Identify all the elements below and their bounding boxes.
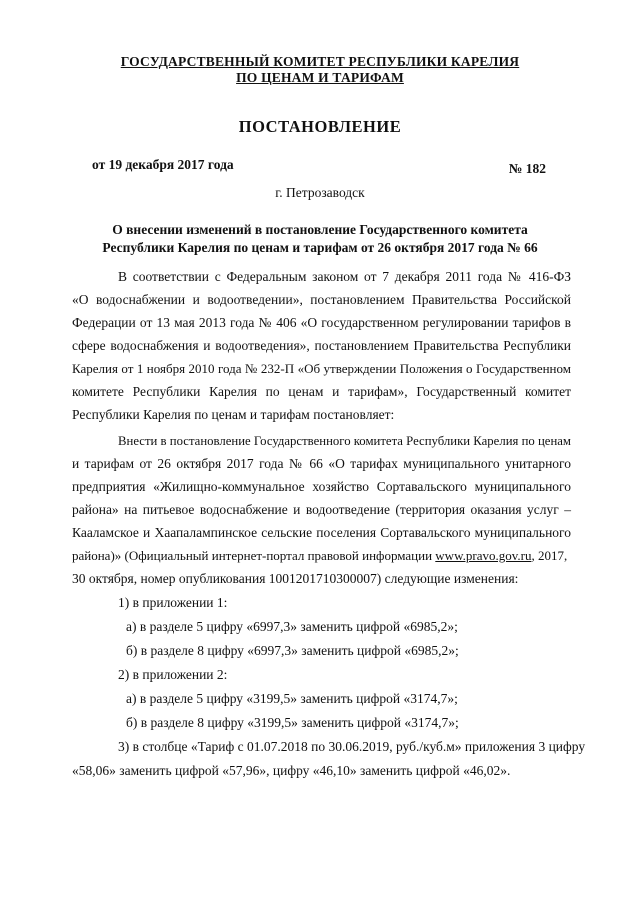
change-item-3-line2: «58,06» заменить цифрой «57,96», цифру «46,10» заменить цифрой «46,02». [72,763,511,778]
main-line: Каaламское и Хаапалампинское сельские поселения Сортавальского муниципального [72,525,571,540]
change-item-2b: б) в разделе 8 цифру «3199,5» заменить цифрой «3174,7»; [126,715,459,730]
preamble-line: Республики Карелия по ценам и тарифам постановляет: [72,407,395,422]
main-line-tail: , 2017, [531,548,568,563]
subject-line1: О внесении изменений в постановление Государственного комитета [112,222,528,237]
preamble-line: «О водоснабжении и водоотведении», постановлением Правительства Российской [72,292,571,307]
change-item-2a: а) в разделе 5 цифру «3199,5» заменить цифрой «3174,7»; [126,691,458,706]
org-name-line1: ГОСУДАРСТВЕННЫЙ КОМИТЕТ РЕСПУБЛИКИ КАРЕЛИЯ [120,54,520,69]
main-line: предприятия «Жилищно-коммунальное хозяйство Сортавальского муниципального [72,479,571,494]
main-line: Внести в постановление Государственного комитета Республики Карелия по ценам [118,434,571,448]
pravo-gov-link[interactable]: www.pravo.gov.ru [435,548,532,563]
main-line: 30 октября, номер опубликования 1001201710300007) следующие изменения: [72,571,519,586]
document-number: № 182 [508,161,546,176]
main-line-text: района)» (Официальный интернет-портал правовой информации [72,548,433,563]
preamble-line: сфере водоснабжения и водоотведения», постановлением Правительства Республики [72,338,571,353]
preamble-line: В соответствии с Федеральным законом от 7 декабря 2011 года № 416-ФЗ [118,269,571,284]
subject-line2: Республики Карелия по ценам и тарифам от 26 октября 2017 года № 66 [102,240,538,255]
change-item-3-line1: 3) в столбце «Тариф с 01.07.2018 по 30.06.2019, руб./куб.м» приложения 3 цифру [118,739,586,754]
preamble-line: комитете Республики Карелия по ценам и тарифам», Государственный комитет [72,384,571,399]
main-line: района» на питьевое водоснабжение и водоотведение (территория оказания услуг – [72,502,571,517]
document-type-title: ПОСТАНОВЛЕНИЕ [238,117,402,136]
org-name-line2: ПО ЦЕНАМ И ТАРИФАМ [236,70,404,85]
main-line: и тарифам от 26 октября 2017 года № 66 «О тарифах муниципального унитарного [72,456,571,471]
main-line-with-link [72,547,571,565]
document-city: г. Петрозаводск [275,185,365,200]
change-item-2: 2) в приложении 2: [118,667,228,682]
change-item-1b: б) в разделе 8 цифру «6997,3» заменить цифрой «6985,2»; [126,643,459,658]
document-date: от 19 декабря 2017 года [92,157,234,172]
preamble-line: Федерации от 13 мая 2013 года № 406 «О государственном регулировании тарифов в [72,315,571,330]
change-item-1: 1) в приложении 1: [118,595,228,610]
change-item-1a: а) в разделе 5 цифру «6997,3» заменить цифрой «6985,2»; [126,619,458,634]
preamble-line: Карелия от 1 ноября 2010 года № 232-П «Об утверждении Положения о Государственном [72,361,571,376]
